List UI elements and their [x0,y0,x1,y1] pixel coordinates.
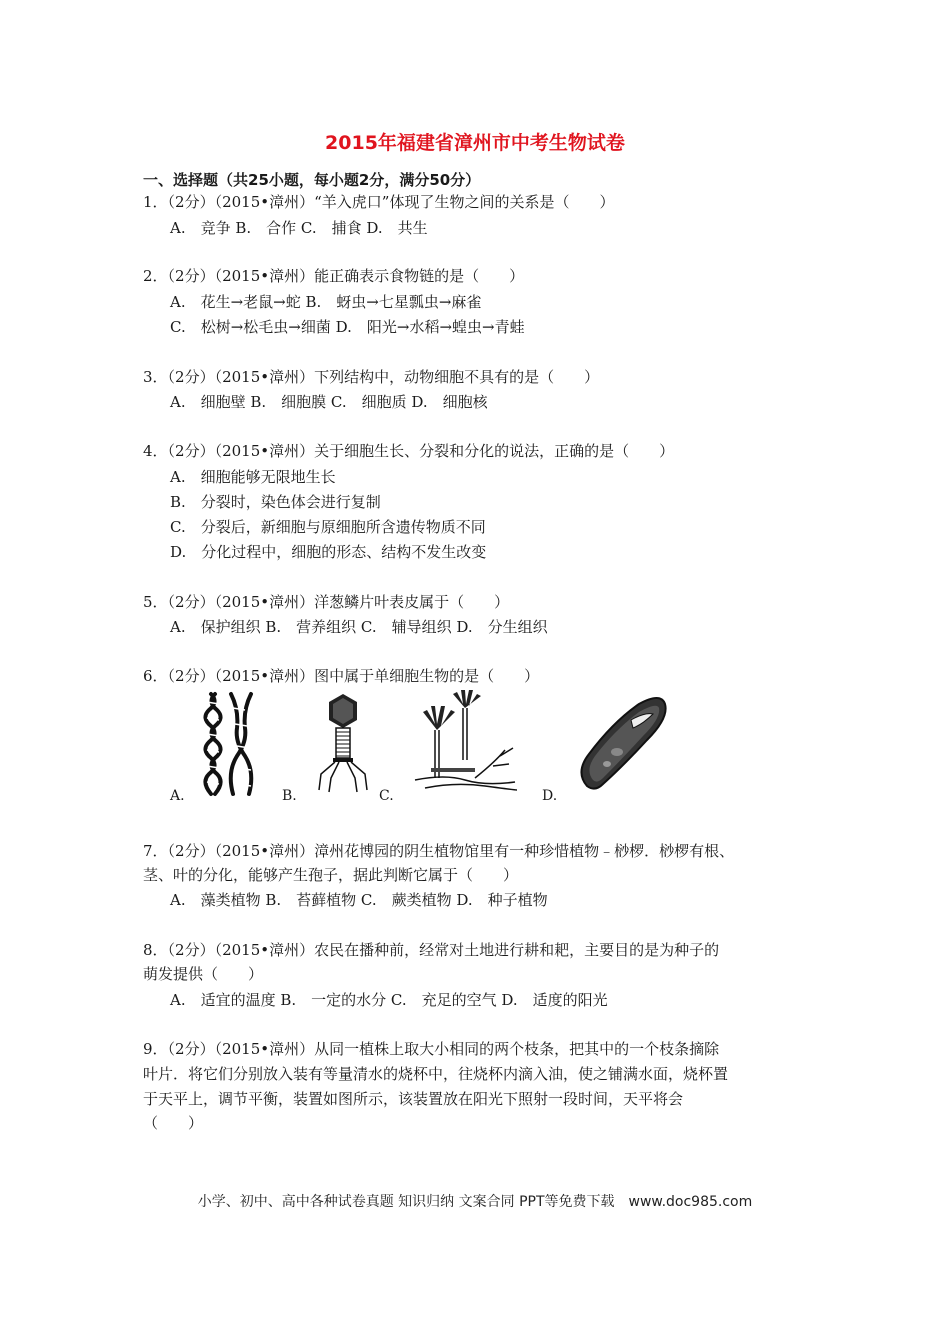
question-9-stem-line-4: （ ） [143,1114,204,1132]
question-1-options: A. 竞争 B. 合作 C. 捕食 D. 共生 [170,219,428,237]
question-7-stem-line-2: 茎、叶的分化，能够产生孢子，据此判断它属于（ ） [143,866,519,884]
mold-image [405,690,525,798]
question-8-stem-line-2: 萌发提供（ ） [143,965,264,983]
question-5-options: A. 保护组织 B. 营养组织 C. 辅导组织 D. 分生组织 [170,618,548,636]
question-4-option-d: D. 分化过程中，细胞的形态、结构不发生改变 [170,543,487,561]
question-3-stem: 3．（2分）（2015•漳州）下列结构中，动物细胞不具有的是（ ） [143,368,600,386]
question-4-option-b: B. 分裂时，染色体会进行复制 [170,493,381,511]
question-7-stem-line-1: 7．（2分）（2015•漳州）漳州花博园的阴生植物馆里有一种珍惜植物﹣桫椤．桫椤有根、 [143,842,735,860]
figure-label-d: D. [542,788,558,804]
figure-label-a: A. [170,788,185,804]
question-7-options: A. 藻类植物 B. 苔藓植物 C. 蕨类植物 D. 种子植物 [170,891,548,909]
question-2-options-ab: A. 花生→老鼠→蛇 B. 蚜虫→七星瓢虫→麻雀 [170,293,482,311]
question-9-stem-line-2: 叶片．将它们分别放入装有等量清水的烧杯中，往烧杯内滴入油，使之铺满水面，烧杯置 [143,1065,729,1083]
question-6-figure [143,690,683,810]
question-4-option-c: C. 分裂后，新细胞与原细胞所含遗传物质不同 [170,518,486,536]
section-header: 一、选择题（共25小题，每小题2分，满分50分） [143,171,481,189]
question-4-option-a: A. 细胞能够无限地生长 [170,468,336,486]
question-9-stem-line-1: 9．（2分）（2015•漳州）从同一植株上取大小相同的两个枝条，把其中的一个枝条摘除 [143,1040,720,1058]
paramecium-image [573,694,673,794]
question-8-stem-line-1: 8．（2分）（2015•漳州）农民在播种前，经常对土地进行耕和耙，主要目的是为种子的 [143,941,720,959]
figure-label-b: B. [282,788,297,804]
page-footer: 小学、初中、高中各种试卷真题 知识归纳 文案合同 PPT等免费下载 www.doc985.com [197,1194,753,1210]
question-4-stem: 4．（2分）（2015•漳州）关于细胞生长、分裂和分化的说法，正确的是（ ） [143,442,675,460]
figure-label-c: C. [379,788,394,804]
question-1-stem: 1．（2分）（2015•漳州）“羊入虎口”体现了生物之间的关系是（ ） [143,193,615,211]
question-5-stem: 5．（2分）（2015•漳州）洋葱鳞片叶表皮属于（ ） [143,593,510,611]
question-8-options: A. 适宜的温度 B. 一定的水分 C. 充足的空气 D. 适度的阳光 [170,991,608,1009]
question-9-stem-line-3: 于天平上，调节平衡，装置如图所示，该装置放在阳光下照射一段时间，天平将会 [143,1090,684,1108]
question-6-stem: 6．（2分）（2015•漳州）图中属于单细胞生物的是（ ） [143,667,540,685]
question-2-options-cd: C. 松树→松毛虫→细菌 D. 阳光→水稻→蝗虫→青蛙 [170,318,525,336]
bacteriophage-image [313,690,373,794]
question-2-stem: 2．（2分）（2015•漳州）能正确表示食物链的是（ ） [143,267,525,285]
page-title: 2015年福建省漳州市中考生物试卷 [325,132,625,154]
question-3-options: A. 细胞壁 B. 细胞膜 C. 细胞质 D. 细胞核 [170,393,488,411]
chromosome-image [201,690,261,798]
